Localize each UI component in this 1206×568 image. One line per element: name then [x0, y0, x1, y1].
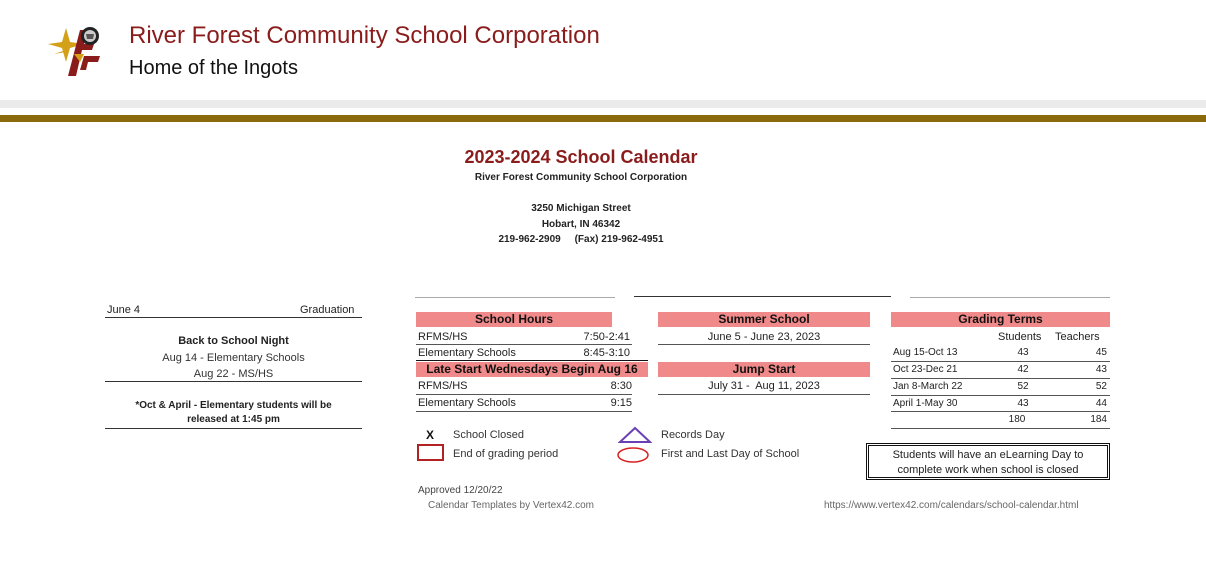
gold-divider [0, 115, 1206, 122]
phone-fax: 219-962-2909 (Fax) 219-962-4951 [498, 234, 664, 245]
calendar-title: 2023-2024 School Calendar [464, 147, 698, 167]
divider [416, 411, 632, 412]
late-start-header: Late Start Wednesdays Begin Aug 16 [416, 362, 648, 377]
term-teachers: 43 [1095, 364, 1107, 375]
x-mark-icon: X [426, 428, 435, 442]
site-subtitle: Home of the Ingots [129, 57, 298, 79]
table-row [893, 345, 1107, 361]
hours-value: 9:15 [610, 397, 632, 409]
table-row [893, 396, 1107, 412]
school-hours-header: School Hours [416, 312, 612, 327]
site-header [0, 0, 1206, 100]
term-students: 42 [1017, 364, 1029, 375]
table-row [418, 329, 630, 345]
term-label: April 1-May 30 [893, 398, 958, 409]
divider [891, 428, 1110, 429]
col-teachers-header: Teachers [1055, 331, 1100, 343]
early-release-note-2: released at 1:45 pm [187, 414, 280, 425]
term-label: Oct 23-Dec 21 [893, 364, 958, 375]
header-divider [0, 100, 1206, 108]
totals-row [893, 412, 1107, 428]
legend-school-closed: School Closed [453, 429, 524, 441]
term-students: 43 [1017, 398, 1029, 409]
address-street: 3250 Michigan Street [531, 203, 631, 214]
summer-school-header: Summer School [658, 312, 870, 327]
org-name: River Forest Community School Corporation [474, 172, 688, 183]
term-teachers: 52 [1095, 381, 1107, 392]
hours-label: RFMS/HS [418, 331, 468, 343]
hours-label: RFMS/HS [418, 380, 468, 392]
hours-value: 8:30 [610, 380, 632, 392]
address-city: Hobart, IN 46342 [541, 219, 621, 230]
legend-first-last-day: First and Last Day of School [661, 448, 800, 460]
hours-value: 8:45-3:10 [583, 347, 630, 359]
elearning-line-1: Students will have an eLearning Day to [892, 449, 1084, 461]
early-release-note-1: *Oct & April - Elementary students will be [135, 400, 332, 411]
elearning-note-box [866, 443, 1110, 480]
triangle-icon [618, 426, 652, 444]
table-row [418, 378, 632, 394]
summer-school-dates: June 5 - June 23, 2023 [707, 331, 821, 343]
red-box-icon [417, 444, 444, 461]
divider [105, 317, 362, 318]
table-row [418, 395, 632, 411]
template-url[interactable]: https://www.vertex42.com/calendars/school-calendar.html [824, 500, 1079, 511]
ingots-logo-icon [40, 14, 112, 82]
divider [415, 297, 615, 298]
jump-start-dates: July 31 - Aug 11, 2023 [708, 380, 820, 392]
term-teachers: 45 [1095, 347, 1107, 358]
term-label: Aug 15-Oct 13 [893, 347, 958, 358]
table-row [418, 345, 630, 361]
divider [658, 394, 870, 395]
hours-label: Elementary Schools [418, 347, 516, 359]
graduation-label: Graduation [300, 304, 355, 316]
legend-records-day: Records Day [661, 429, 725, 441]
river-forest-logo[interactable] [40, 14, 112, 82]
divider [634, 296, 891, 297]
col-students-header: Students [998, 331, 1042, 343]
total-teachers: 184 [1090, 414, 1107, 425]
hours-value: 7:50-2:41 [583, 331, 630, 343]
jump-start-header: Jump Start [658, 362, 870, 377]
term-students: 43 [1017, 347, 1029, 358]
back-to-school-title: Back to School Night [178, 335, 289, 347]
grading-terms-header: Grading Terms [891, 312, 1110, 327]
back-to-school-elem: Aug 14 - Elementary Schools [162, 352, 305, 364]
legend-end-grading: End of grading period [453, 448, 559, 460]
total-students: 180 [1008, 414, 1026, 425]
site-title[interactable]: River Forest Community School Corporation [129, 22, 600, 49]
back-to-school-ms: Aug 22 - MS/HS [193, 368, 274, 380]
term-teachers: 44 [1095, 398, 1107, 409]
divider [910, 297, 1110, 298]
approved-date: Approved 12/20/22 [418, 485, 503, 496]
divider [658, 344, 870, 345]
hours-label: Elementary Schools [418, 397, 516, 409]
graduation-date: June 4 [107, 304, 141, 316]
divider [416, 360, 648, 361]
table-row [893, 379, 1107, 395]
oval-icon [616, 446, 650, 464]
elearning-line-2: complete work when school is closed [897, 464, 1079, 476]
divider [105, 381, 362, 382]
term-students: 52 [1017, 381, 1029, 392]
table-row [893, 362, 1107, 378]
term-label: Jan 8-March 22 [893, 381, 963, 392]
divider [105, 428, 362, 429]
template-credit[interactable]: Calendar Templates by Vertex42.com [428, 500, 595, 511]
